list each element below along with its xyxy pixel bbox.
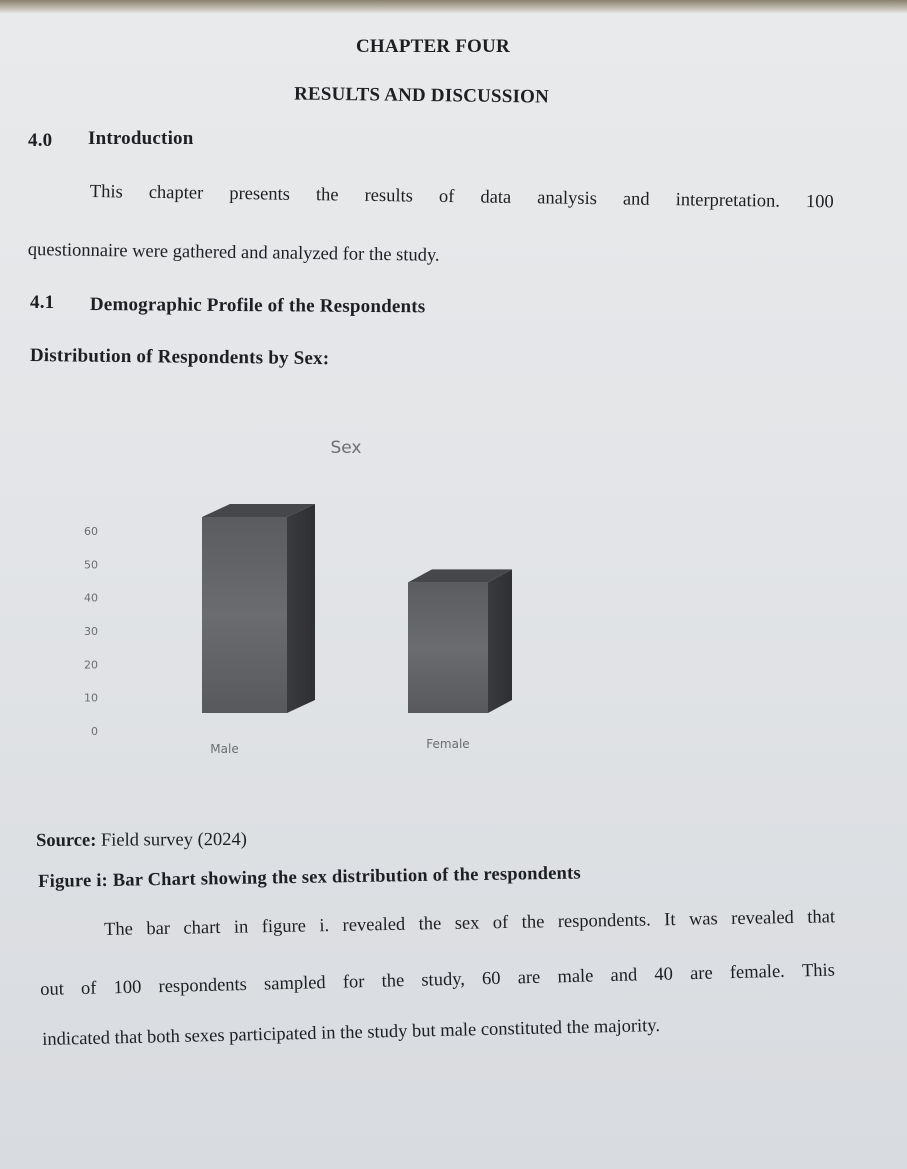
y-tick-label: 50 — [84, 558, 98, 572]
word: 100 — [805, 191, 834, 213]
chapter-title: CHAPTER FOUR — [356, 36, 510, 57]
bar-side-female — [488, 569, 512, 713]
word: in — [233, 917, 249, 938]
word: of — [438, 186, 455, 208]
word: study, — [421, 969, 466, 991]
word: 40 — [654, 964, 674, 985]
y-tick-label: 40 — [84, 591, 98, 605]
word: of — [80, 978, 97, 999]
word: the — [315, 185, 339, 206]
word: the — [381, 971, 405, 992]
word: are — [517, 967, 541, 989]
word: sampled — [263, 973, 326, 995]
y-tick-label: 30 — [84, 625, 98, 638]
discussion-line-2 — [40, 961, 835, 1001]
word: revealed — [731, 907, 795, 930]
discussion-line-3: indicated that both sexes participated in the study but male constituted the majority. — [42, 1015, 661, 1050]
word: results — [364, 185, 414, 207]
word: sex — [454, 913, 480, 934]
word: 100 — [113, 977, 142, 999]
word: interpretation. — [675, 190, 781, 212]
source-label: Source: — [36, 830, 97, 851]
word: chapter — [148, 182, 204, 204]
word: the — [521, 912, 545, 933]
word: The — [104, 919, 134, 940]
x-category-label: Female — [426, 737, 470, 751]
section-title-demographic: Demographic Profile of the Respondents — [89, 294, 426, 318]
word: for — [342, 972, 365, 993]
word: figure — [261, 916, 307, 938]
intro-paragraph-line-1 — [90, 182, 834, 213]
word: This — [801, 960, 836, 982]
word: i. — [319, 916, 330, 937]
word: respondents — [158, 974, 248, 998]
bar-side-male — [287, 504, 315, 713]
word: and — [622, 189, 650, 210]
section-number-demographic: 4.1 — [30, 292, 55, 313]
word: It — [664, 910, 676, 931]
section-number-intro: 4.0 — [28, 130, 53, 151]
sex-bar-chart — [60, 425, 580, 775]
word: that — [807, 907, 836, 928]
word: bar — [146, 918, 171, 940]
word: the — [418, 914, 442, 935]
word: This — [89, 182, 123, 203]
figure-source — [36, 830, 247, 852]
chart-canvas — [60, 425, 580, 775]
word: data — [480, 187, 512, 208]
word: are — [689, 963, 713, 985]
chapter-subtitle: RESULTS AND DISCUSSION — [293, 83, 550, 108]
x-category-label: Male — [210, 742, 239, 756]
word: out — [40, 979, 65, 1000]
y-tick-label: 10 — [84, 691, 98, 705]
page-edge-shadow — [0, 0, 907, 14]
y-tick-label: 60 — [84, 525, 98, 538]
section-title-intro: Introduction — [88, 128, 194, 149]
bar-front-female — [408, 582, 488, 713]
word: of — [492, 912, 509, 934]
word: respondents. — [557, 910, 651, 933]
y-tick-label: 20 — [84, 658, 98, 672]
figure-caption: Figure i: Bar Chart showing the sex distribution of the respondents — [38, 863, 581, 892]
word: 60 — [481, 968, 501, 990]
subheading-distribution: Distribution of Respondents by Sex: — [29, 345, 330, 370]
discussion-line-1 — [104, 907, 835, 941]
word: was — [688, 909, 718, 930]
word: female. — [729, 961, 786, 984]
chart-title: Sex — [330, 438, 362, 458]
word: and — [610, 965, 638, 987]
word: analysis — [537, 188, 597, 210]
word: presents — [229, 183, 291, 205]
source-text: Field survey (2024) — [100, 829, 247, 851]
word: male — [557, 966, 594, 988]
y-tick-label: 0 — [91, 725, 98, 738]
word: chart — [183, 917, 221, 939]
intro-paragraph-line-2: questionnaire were gathered and analyzed for the study. — [27, 240, 440, 266]
bar-front-male — [202, 517, 287, 713]
word: revealed — [342, 914, 406, 936]
